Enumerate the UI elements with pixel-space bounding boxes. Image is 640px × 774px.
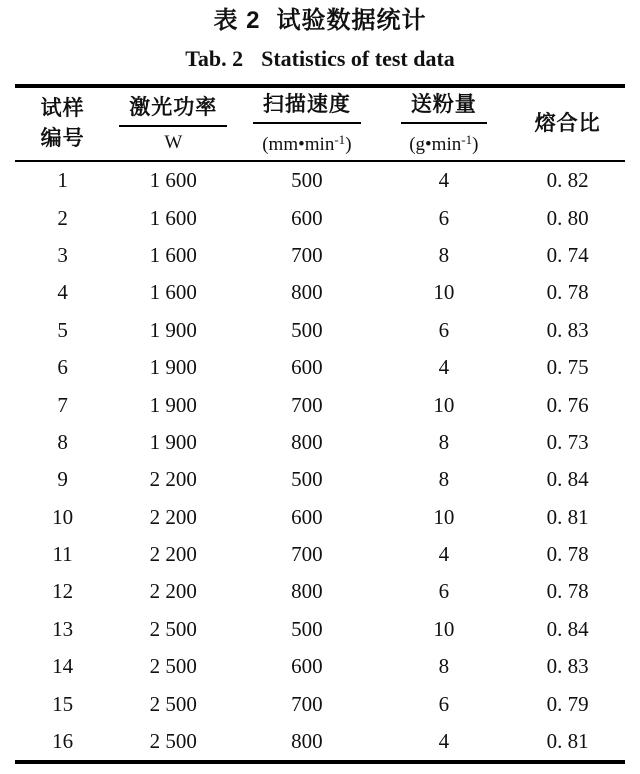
header-fusion-ratio bbox=[510, 88, 625, 160]
cell-sample-number: 3 bbox=[57, 242, 68, 267]
table-row bbox=[15, 386, 625, 423]
cell-scan-speed: 600 bbox=[291, 504, 323, 529]
cell-sample-number: 5 bbox=[57, 317, 68, 342]
unit-superscript: -1 bbox=[461, 132, 473, 147]
cell-laser-power: 2 500 bbox=[149, 729, 197, 754]
cell-powder-feed-rate: 4 bbox=[438, 168, 450, 193]
table-title-zh bbox=[0, 0, 640, 37]
table-title-zh-text: 试验数据统计 bbox=[276, 7, 427, 34]
table-row bbox=[15, 573, 625, 610]
header-powder-feed-rate-unit bbox=[403, 124, 484, 158]
table-row bbox=[15, 237, 625, 274]
cell-scan-speed: 600 bbox=[291, 355, 323, 380]
cell-laser-power: 1 900 bbox=[149, 392, 197, 417]
cell-laser-power: 1 600 bbox=[149, 242, 197, 267]
cell-laser-power: 2 200 bbox=[149, 504, 197, 529]
cell-sample-number: 7 bbox=[57, 392, 68, 417]
cell-laser-power: 1 600 bbox=[149, 205, 197, 230]
cell-powder-feed-rate: 6 bbox=[438, 691, 450, 716]
cell-scan-speed: 500 bbox=[291, 616, 323, 641]
header-laser-power-unit: W bbox=[164, 131, 183, 153]
cell-laser-power: 1 600 bbox=[149, 168, 197, 193]
cell-fusion-ratio: 0. 81 bbox=[546, 729, 589, 754]
cell-fusion-ratio: 0. 83 bbox=[546, 317, 589, 342]
unit-suffix: ) bbox=[472, 134, 479, 155]
header-fusion-ratio-label: 熔合比 bbox=[534, 112, 601, 135]
table-title-en-text: Statistics of test data bbox=[261, 46, 455, 71]
cell-fusion-ratio: 0. 78 bbox=[546, 579, 589, 604]
cell-powder-feed-rate: 6 bbox=[438, 205, 450, 230]
cell-fusion-ratio: 0. 83 bbox=[546, 654, 589, 679]
cell-scan-speed: 700 bbox=[291, 691, 323, 716]
table-row bbox=[15, 424, 625, 461]
cell-laser-power: 2 500 bbox=[149, 616, 197, 641]
table-row bbox=[15, 499, 625, 536]
cell-fusion-ratio: 0. 78 bbox=[546, 280, 589, 305]
header-powder-feed-rate-stack bbox=[401, 90, 487, 158]
table-row bbox=[15, 274, 625, 311]
cell-fusion-ratio: 0. 80 bbox=[546, 205, 589, 230]
cell-sample-number: 13 bbox=[52, 616, 74, 641]
table-row bbox=[15, 461, 625, 498]
data-table bbox=[15, 84, 625, 764]
header-laser-power bbox=[110, 88, 236, 160]
header-scan-speed-stack bbox=[253, 90, 361, 158]
cell-scan-speed: 700 bbox=[291, 392, 323, 417]
cell-laser-power: 2 200 bbox=[149, 579, 197, 604]
cell-powder-feed-rate: 10 bbox=[433, 504, 455, 529]
table-row bbox=[15, 312, 625, 349]
cell-laser-power: 1 900 bbox=[149, 355, 197, 380]
cell-laser-power: 1 900 bbox=[149, 317, 197, 342]
cell-scan-speed: 700 bbox=[291, 542, 323, 567]
table-row bbox=[15, 349, 625, 386]
cell-laser-power: 2 500 bbox=[149, 654, 197, 679]
cell-sample-number: 4 bbox=[57, 280, 68, 305]
cell-powder-feed-rate: 10 bbox=[433, 280, 455, 305]
cell-sample-number: 6 bbox=[57, 355, 68, 380]
cell-scan-speed: 800 bbox=[291, 729, 323, 754]
header-laser-power-label: 激光功率 bbox=[119, 93, 227, 127]
cell-powder-feed-rate: 8 bbox=[438, 467, 450, 492]
unit-suffix: ) bbox=[345, 134, 352, 155]
table-number-zh: 表 2 bbox=[213, 7, 261, 34]
cell-fusion-ratio: 0. 74 bbox=[546, 242, 589, 267]
unit-prefix: (g•min bbox=[409, 134, 462, 155]
cell-sample-number: 1 bbox=[57, 168, 68, 193]
cell-fusion-ratio: 0. 76 bbox=[546, 392, 589, 417]
cell-powder-feed-rate: 8 bbox=[438, 242, 450, 267]
cell-fusion-ratio: 0. 75 bbox=[546, 355, 589, 380]
cell-scan-speed: 700 bbox=[291, 242, 323, 267]
table-row bbox=[15, 648, 625, 685]
header-powder-feed-rate bbox=[377, 88, 510, 160]
cell-laser-power: 1 900 bbox=[149, 429, 197, 454]
cell-fusion-ratio: 0. 81 bbox=[546, 504, 589, 529]
cell-scan-speed: 800 bbox=[291, 579, 323, 604]
header-sample-number-line1: 试样 bbox=[40, 97, 85, 120]
cell-fusion-ratio: 0. 79 bbox=[546, 691, 589, 716]
cell-scan-speed: 500 bbox=[291, 168, 323, 193]
cell-powder-feed-rate: 4 bbox=[438, 542, 450, 567]
cell-sample-number: 12 bbox=[52, 579, 74, 604]
cell-powder-feed-rate: 10 bbox=[433, 616, 455, 641]
cell-powder-feed-rate: 10 bbox=[433, 392, 455, 417]
cell-sample-number: 2 bbox=[57, 205, 68, 230]
table-row bbox=[15, 685, 625, 722]
cell-scan-speed: 800 bbox=[291, 429, 323, 454]
header-sample-number-line2: 编号 bbox=[40, 127, 85, 150]
cell-scan-speed: 600 bbox=[291, 205, 323, 230]
cell-laser-power: 2 500 bbox=[149, 691, 197, 716]
cell-scan-speed: 500 bbox=[291, 467, 323, 492]
cell-fusion-ratio: 0. 82 bbox=[546, 168, 589, 193]
table-row bbox=[15, 611, 625, 648]
header-scan-speed-label: 扫描速度 bbox=[253, 90, 361, 124]
cell-fusion-ratio: 0. 73 bbox=[546, 429, 589, 454]
table-number-en: Tab. 2 bbox=[185, 46, 244, 71]
cell-sample-number: 10 bbox=[52, 504, 74, 529]
header-laser-power-stack bbox=[119, 93, 227, 156]
header-scan-speed-unit bbox=[256, 124, 357, 158]
cell-sample-number: 15 bbox=[52, 691, 74, 716]
cell-fusion-ratio: 0. 84 bbox=[546, 467, 589, 492]
cell-laser-power: 2 200 bbox=[149, 467, 197, 492]
table-row bbox=[15, 536, 625, 573]
unit-prefix: (mm•min bbox=[262, 134, 335, 155]
table-header bbox=[15, 88, 625, 162]
cell-scan-speed: 800 bbox=[291, 280, 323, 305]
cell-sample-number: 14 bbox=[52, 654, 74, 679]
header-powder-feed-rate-label: 送粉量 bbox=[401, 90, 487, 124]
cell-powder-feed-rate: 4 bbox=[438, 729, 450, 754]
header-scan-speed bbox=[236, 88, 377, 160]
cell-scan-speed: 600 bbox=[291, 654, 323, 679]
cell-powder-feed-rate: 6 bbox=[438, 317, 450, 342]
cell-fusion-ratio: 0. 78 bbox=[546, 542, 589, 567]
cell-powder-feed-rate: 8 bbox=[438, 654, 450, 679]
cell-laser-power: 1 600 bbox=[149, 280, 197, 305]
table-title-en bbox=[0, 44, 640, 74]
cell-scan-speed: 500 bbox=[291, 317, 323, 342]
cell-fusion-ratio: 0. 84 bbox=[546, 616, 589, 641]
table-row bbox=[15, 162, 625, 199]
cell-sample-number: 11 bbox=[52, 542, 73, 567]
table-row bbox=[15, 199, 625, 236]
unit-superscript: -1 bbox=[334, 132, 346, 147]
cell-sample-number: 16 bbox=[52, 729, 74, 754]
cell-powder-feed-rate: 4 bbox=[438, 355, 450, 380]
cell-sample-number: 8 bbox=[57, 429, 68, 454]
cell-laser-power: 2 200 bbox=[149, 542, 197, 567]
table-body bbox=[15, 162, 625, 760]
cell-powder-feed-rate: 8 bbox=[438, 429, 450, 454]
cell-powder-feed-rate: 6 bbox=[438, 579, 450, 604]
cell-sample-number: 9 bbox=[57, 467, 68, 492]
header-sample-number bbox=[15, 88, 110, 160]
table-row bbox=[15, 723, 625, 760]
